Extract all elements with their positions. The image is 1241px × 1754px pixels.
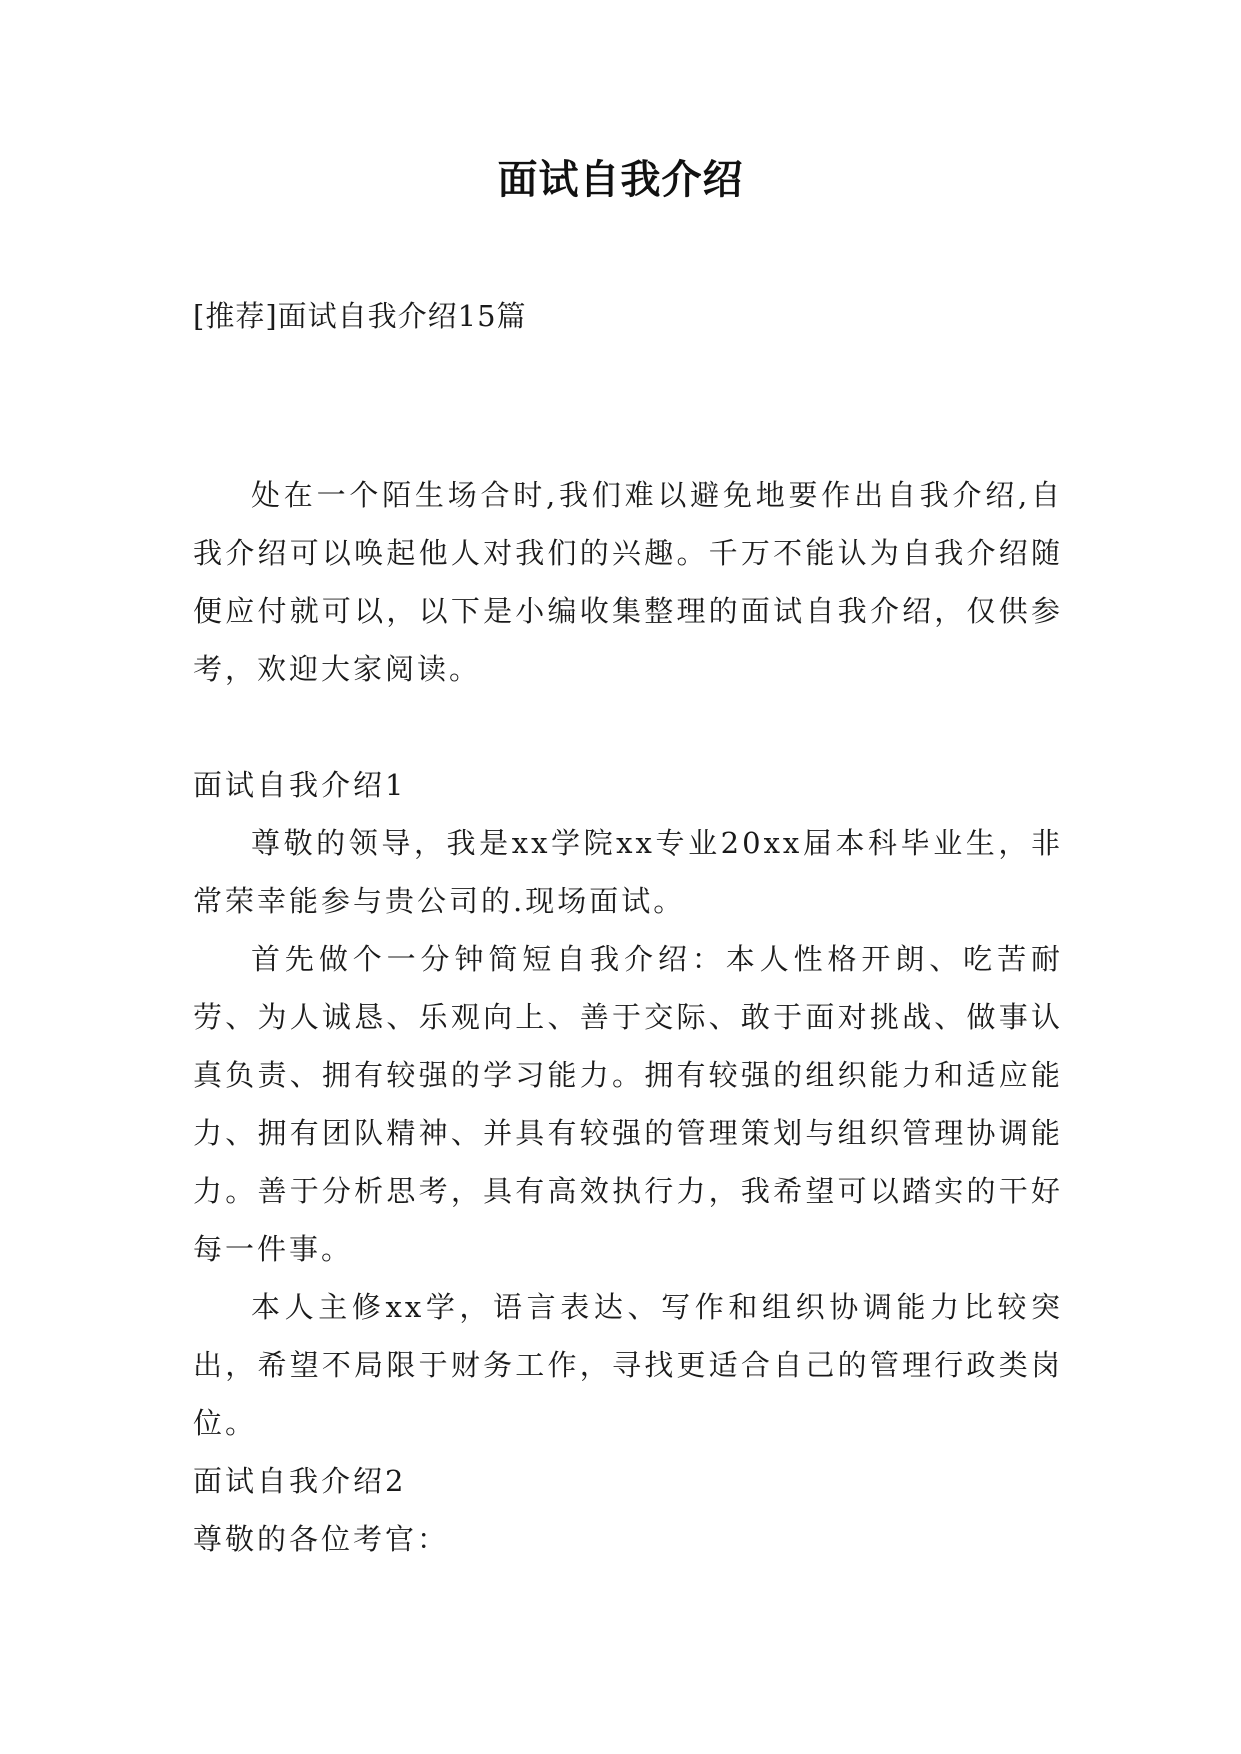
section-1-paragraph: 本人主修xx学，语言表达、写作和组织协调能力比较突出，希望不局限于财务工作，寻找更适合自己的管理行政类岗位。 <box>193 1290 1063 1440</box>
section-1 <box>193 756 1063 1568</box>
section-1-paragraph: 首先做个一分钟简短自我介绍：本人性格开朗、吃苦耐劳、为人诚恳、乐观向上、善于交际、敢于面对挑战、做事认真负责、拥有较强的学习能力。拥有较强的组织能力和适应能力、拥有团队精神、并具有较强的管理策划与组织管理协调能力。善于分析思考，具有高效执行力，我希望可以踏实的干好每一件事。 <box>193 942 1063 1266</box>
document-title: 面试自我介绍 <box>497 157 744 203</box>
intro-paragraph: 处在一个陌生场合时,我们难以避免地要作出自我介绍,自我介绍可以唤起他人对我们的兴趣。千万不能认为自我介绍随便应付就可以，以下是小编收集整理的面试自我介绍，仅供参考，欢迎大家阅读。 <box>193 478 1063 686</box>
section-2-greeting: 尊敬的各位考官： <box>193 1522 450 1556</box>
section-1-heading: 面试自我介绍1 <box>193 768 407 802</box>
intro-block <box>193 466 1063 698</box>
section-1-paragraph: 尊敬的领导，我是xx学院xx专业20xx届本科毕业生，非常荣幸能参与贵公司的.现场面试。 <box>193 826 1063 918</box>
document-subtitle: [推荐]面试自我介绍15篇 <box>193 299 527 333</box>
section-2-heading: 面试自我介绍2 <box>193 1464 407 1498</box>
